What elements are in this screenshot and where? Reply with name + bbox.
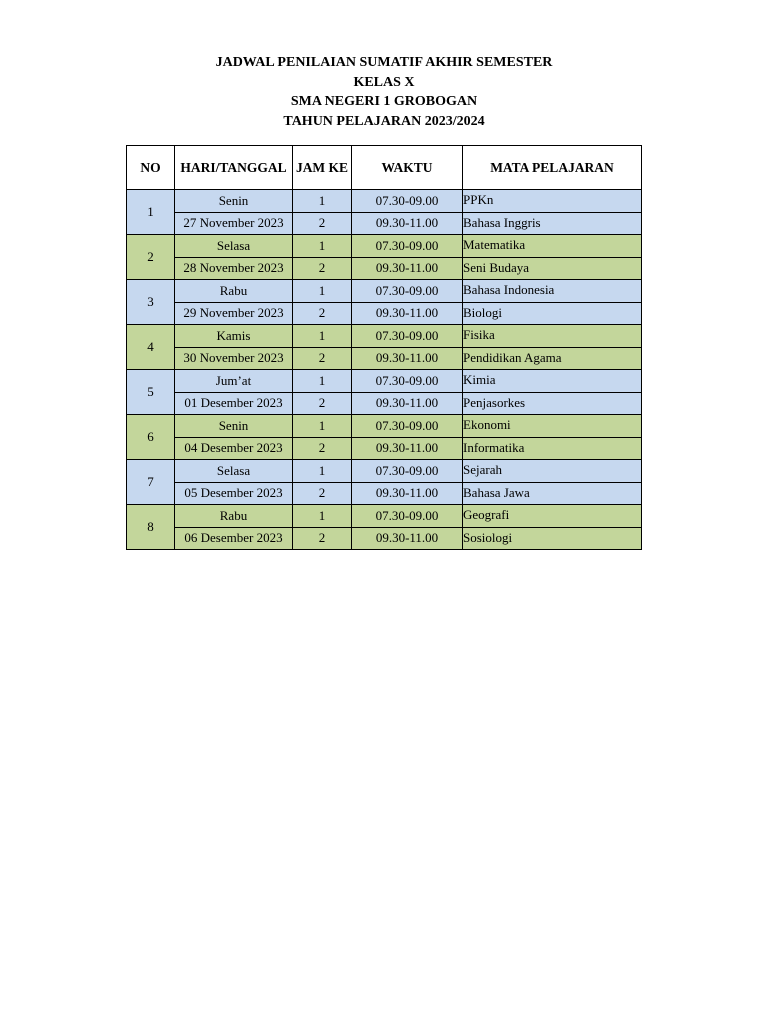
cell-waktu: 09.30-11.00 (352, 347, 463, 370)
cell-mata-pelajaran: Bahasa Indonesia (463, 280, 642, 303)
cell-date: 05 Desember 2023 (175, 482, 293, 505)
table-row (127, 460, 642, 483)
cell-waktu: 07.30-09.00 (352, 325, 463, 348)
cell-no: 5 (127, 370, 175, 415)
table-row (127, 347, 642, 370)
cell-date: 29 November 2023 (175, 302, 293, 325)
cell-mata-pelajaran: Biologi (463, 302, 642, 325)
cell-mata-pelajaran: Seni Budaya (463, 257, 642, 280)
cell-date: 30 November 2023 (175, 347, 293, 370)
cell-waktu: 07.30-09.00 (352, 280, 463, 303)
cell-waktu: 07.30-09.00 (352, 505, 463, 528)
header-hari-tanggal: HARI/TANGGAL (175, 146, 293, 190)
cell-no: 1 (127, 190, 175, 235)
cell-day: Selasa (175, 460, 293, 483)
schedule-body (127, 190, 642, 550)
cell-jam: 1 (293, 505, 352, 528)
cell-waktu: 09.30-11.00 (352, 302, 463, 325)
cell-jam: 2 (293, 527, 352, 550)
cell-mata-pelajaran: Matematika (463, 235, 642, 258)
cell-date: 01 Desember 2023 (175, 392, 293, 415)
cell-waktu: 07.30-09.00 (352, 190, 463, 213)
cell-jam: 1 (293, 235, 352, 258)
table-row (127, 505, 642, 528)
cell-mata-pelajaran: Sosiologi (463, 527, 642, 550)
cell-jam: 2 (293, 302, 352, 325)
cell-date: 28 November 2023 (175, 257, 293, 280)
header-waktu: WAKTU (352, 146, 463, 190)
cell-jam: 2 (293, 212, 352, 235)
cell-jam: 1 (293, 325, 352, 348)
cell-waktu: 07.30-09.00 (352, 235, 463, 258)
table-row (127, 325, 642, 348)
cell-waktu: 09.30-11.00 (352, 482, 463, 505)
cell-jam: 1 (293, 460, 352, 483)
table-row (127, 280, 642, 303)
table-row (127, 212, 642, 235)
cell-waktu: 07.30-09.00 (352, 415, 463, 438)
title-line-4: TAHUN PELAJARAN 2023/2024 (283, 113, 485, 129)
cell-waktu: 09.30-11.00 (352, 212, 463, 235)
cell-waktu: 07.30-09.00 (352, 460, 463, 483)
cell-jam: 2 (293, 482, 352, 505)
exam-schedule-table (126, 145, 642, 550)
cell-mata-pelajaran: Bahasa Jawa (463, 482, 642, 505)
cell-mata-pelajaran: Informatika (463, 437, 642, 460)
header-row (127, 146, 642, 190)
cell-date: 04 Desember 2023 (175, 437, 293, 460)
cell-no: 2 (127, 235, 175, 280)
title-line-2: KELAS X (353, 74, 415, 90)
header-jam-ke: JAM KE (293, 146, 352, 190)
cell-jam: 2 (293, 347, 352, 370)
cell-waktu: 09.30-11.00 (352, 257, 463, 280)
cell-mata-pelajaran: Pendidikan Agama (463, 347, 642, 370)
cell-day: Rabu (175, 280, 293, 303)
cell-no: 8 (127, 505, 175, 550)
cell-jam: 1 (293, 280, 352, 303)
cell-jam: 2 (293, 437, 352, 460)
cell-day: Rabu (175, 505, 293, 528)
cell-mata-pelajaran: Sejarah (463, 460, 642, 483)
cell-mata-pelajaran: PPKn (463, 190, 642, 213)
table-row (127, 415, 642, 438)
cell-mata-pelajaran: Fisika (463, 325, 642, 348)
cell-jam: 2 (293, 392, 352, 415)
cell-day: Selasa (175, 235, 293, 258)
cell-no: 3 (127, 280, 175, 325)
title-line-1: JADWAL PENILAIAN SUMATIF AKHIR SEMESTER (215, 55, 553, 70)
cell-jam: 1 (293, 190, 352, 213)
cell-mata-pelajaran: Penjasorkes (463, 392, 642, 415)
table-row (127, 235, 642, 258)
table-row (127, 482, 642, 505)
cell-day: Senin (175, 415, 293, 438)
cell-mata-pelajaran: Ekonomi (463, 415, 642, 438)
cell-jam: 2 (293, 257, 352, 280)
table-row (127, 257, 642, 280)
table-row (127, 527, 642, 550)
document-title (0, 53, 768, 131)
cell-date: 06 Desember 2023 (175, 527, 293, 550)
cell-mata-pelajaran: Geografi (463, 505, 642, 528)
cell-date: 27 November 2023 (175, 212, 293, 235)
cell-waktu: 09.30-11.00 (352, 527, 463, 550)
cell-day: Senin (175, 190, 293, 213)
cell-no: 7 (127, 460, 175, 505)
header-no: NO (127, 146, 175, 190)
table-row (127, 190, 642, 213)
cell-jam: 1 (293, 415, 352, 438)
cell-mata-pelajaran: Bahasa Inggris (463, 212, 642, 235)
table-row (127, 302, 642, 325)
cell-no: 4 (127, 325, 175, 370)
cell-waktu: 09.30-11.00 (352, 437, 463, 460)
cell-mata-pelajaran: Kimia (463, 370, 642, 393)
table-row (127, 370, 642, 393)
header-mata-pelajaran: MATA PELAJARAN (463, 146, 642, 190)
cell-waktu: 09.30-11.00 (352, 392, 463, 415)
cell-day: Kamis (175, 325, 293, 348)
cell-day: Jum’at (175, 370, 293, 393)
table-row (127, 437, 642, 460)
title-line-3: SMA NEGERI 1 GROBOGAN (290, 94, 478, 109)
cell-no: 6 (127, 415, 175, 460)
cell-waktu: 07.30-09.00 (352, 370, 463, 393)
table-row (127, 392, 642, 415)
cell-jam: 1 (293, 370, 352, 393)
